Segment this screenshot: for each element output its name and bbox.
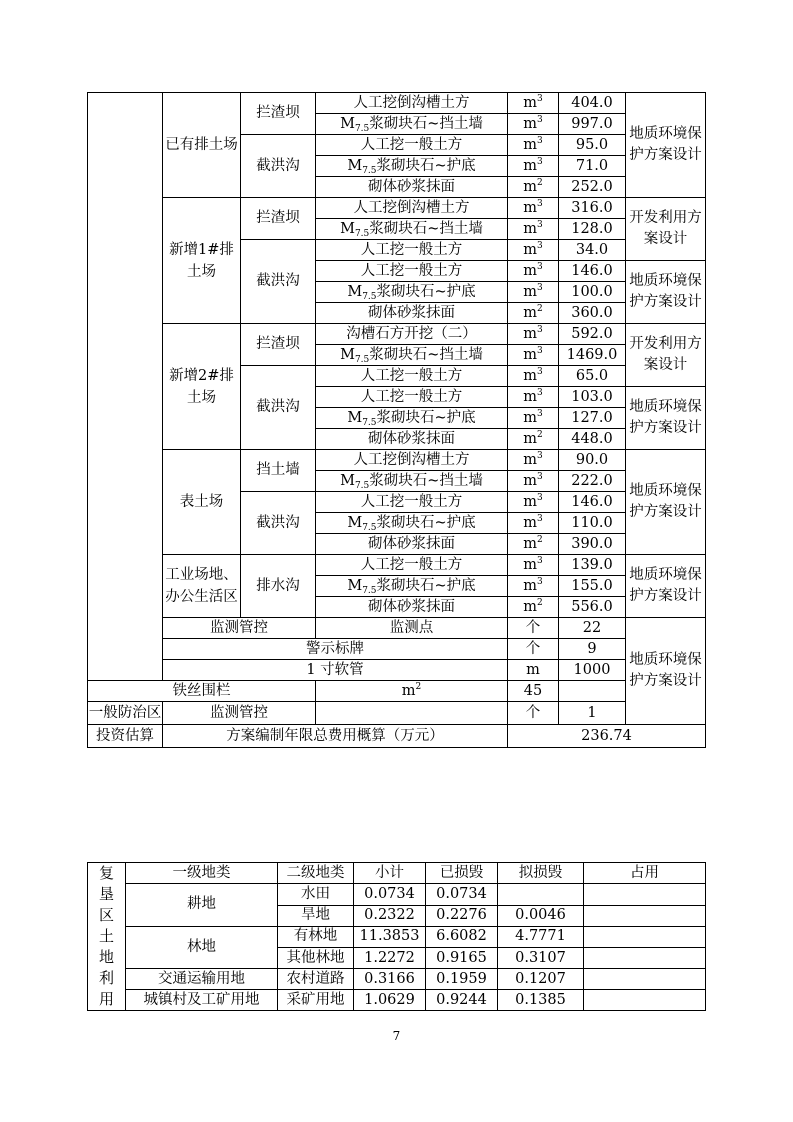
unit-cell: $m^3$ — [508, 93, 559, 114]
level1-cell: 耕地 — [126, 884, 278, 927]
note-cell: 地质环境保护方案设计 — [626, 387, 706, 450]
unit-cell: $m^3$ — [508, 135, 559, 156]
subsection-label: 拦渣坝 — [241, 324, 316, 366]
section-label: 工业场地、办公生活区 — [163, 555, 241, 618]
planned-cell — [498, 884, 584, 906]
qty-cell: 90.0 — [559, 450, 626, 471]
occupied-cell — [584, 905, 706, 926]
item-cell: 砌体砂浆抹面 — [316, 303, 508, 324]
item-cell: $M_{7.5}$浆砌块石~挡土墙 — [316, 114, 508, 135]
unit-cell: $m^2$ — [508, 597, 559, 618]
occupied-cell — [584, 948, 706, 969]
item-cell: 人工挖一般土方 — [316, 366, 508, 387]
note-cell: 地质环境保护方案设计 — [626, 261, 706, 324]
table-row — [88, 660, 706, 681]
table-row — [88, 702, 706, 725]
section-label: 新增1#排土场 — [163, 198, 241, 324]
item-cell: $M_{7.5}$浆砌块石~护底 — [316, 513, 508, 534]
subtotal-cell: 11.3853 — [354, 926, 426, 948]
qty-cell: 34.0 — [559, 240, 626, 261]
qty-cell: 404.0 — [559, 93, 626, 114]
unit-cell: $m^3$ — [508, 345, 559, 366]
unit-cell: $m^3$ — [508, 450, 559, 471]
unit-cell: $m^3$ — [508, 198, 559, 219]
unit-cell: m — [508, 660, 559, 681]
damaged-cell: 0.0734 — [426, 884, 498, 906]
unit-cell: $m^3$ — [508, 156, 559, 177]
item-cell: 人工挖一般土方 — [316, 135, 508, 156]
section-label: 一般防治区 — [88, 702, 163, 725]
unit-cell: 个 — [508, 618, 559, 639]
engineering-table — [87, 92, 706, 748]
qty-cell: 45 — [508, 681, 559, 702]
item-cell: 人工挖一般土方 — [316, 387, 508, 408]
item-cell: 砌体砂浆抹面 — [316, 177, 508, 198]
unit-cell: $m^3$ — [508, 576, 559, 597]
qty-cell: 252.0 — [559, 177, 626, 198]
qty-cell: 390.0 — [559, 534, 626, 555]
unit-cell: $m^2$ — [508, 177, 559, 198]
unit-cell: $m^3$ — [508, 555, 559, 576]
table-row — [88, 324, 706, 345]
item-cell: 铁丝围栏 — [88, 681, 316, 702]
item-cell: 人工挖一般土方 — [316, 555, 508, 576]
subsection-label: 截洪沟 — [241, 240, 316, 324]
unit-cell: $m^3$ — [508, 387, 559, 408]
blank-cell — [316, 702, 508, 725]
item-cell: 砌体砂浆抹面 — [316, 597, 508, 618]
level2-cell: 水田 — [278, 884, 354, 906]
item-cell: 监测点 — [316, 618, 508, 639]
table-row — [88, 681, 706, 702]
land-title: 复垦区土地利用 — [88, 863, 126, 1011]
unit-cell: $m^3$ — [508, 492, 559, 513]
header-cell: 占用 — [584, 863, 706, 884]
item-cell: $M_{7.5}$浆砌块石~护底 — [316, 576, 508, 597]
subtotal-cell: 1.0629 — [354, 990, 426, 1011]
planned-cell: 4.7771 — [498, 926, 584, 948]
damaged-cell: 6.6082 — [426, 926, 498, 948]
qty-cell: 592.0 — [559, 324, 626, 345]
qty-cell: 360.0 — [559, 303, 626, 324]
damaged-cell: 0.1959 — [426, 969, 498, 990]
item-cell: 方案编制年限总费用概算（万元） — [163, 725, 508, 748]
unit-cell: $m^3$ — [508, 240, 559, 261]
item-cell: $M_{7.5}$浆砌块石~挡土墙 — [316, 345, 508, 366]
subtotal-cell: 1.2272 — [354, 948, 426, 969]
qty-cell: 1469.0 — [559, 345, 626, 366]
occupied-cell — [584, 926, 706, 948]
subsection-label: 拦渣坝 — [241, 198, 316, 240]
qty-cell: 146.0 — [559, 261, 626, 282]
item-cell: 砌体砂浆抹面 — [316, 429, 508, 450]
note-cell: 地质环境保护方案设计 — [626, 93, 706, 198]
table-row — [88, 725, 706, 748]
item-cell: 人工挖一般土方 — [316, 492, 508, 513]
unit-cell: $m^2$ — [508, 534, 559, 555]
qty-cell: 9 — [559, 639, 626, 660]
level1-cell: 城镇村及工矿用地 — [126, 990, 278, 1011]
table-row — [88, 450, 706, 471]
planned-cell: 0.1385 — [498, 990, 584, 1011]
level1-cell: 交通运输用地 — [126, 969, 278, 990]
occupied-cell — [584, 969, 706, 990]
unit-cell: $m^3$ — [508, 114, 559, 135]
item-cell: 人工挖一般土方 — [316, 261, 508, 282]
item-cell: 砌体砂浆抹面 — [316, 534, 508, 555]
unit-cell: $m^3$ — [508, 219, 559, 240]
item-cell: $M_{7.5}$浆砌块石~挡土墙 — [316, 471, 508, 492]
section-label: 已有排土场 — [163, 93, 241, 198]
item-cell: 人工挖倒沟槽土方 — [316, 93, 508, 114]
qty-cell: 146.0 — [559, 492, 626, 513]
item-cell: $M_{7.5}$浆砌块石~护底 — [316, 282, 508, 303]
page-number: 7 — [392, 1029, 401, 1043]
damaged-cell: 0.2276 — [426, 905, 498, 926]
subtotal-cell: 0.2322 — [354, 905, 426, 926]
table-row — [88, 618, 706, 639]
unit-cell: $m^3$ — [508, 324, 559, 345]
unit-cell: $m^3$ — [508, 261, 559, 282]
table-row — [88, 990, 706, 1011]
header-cell: 一级地类 — [126, 863, 278, 884]
header-cell: 二级地类 — [278, 863, 354, 884]
unit-cell: $m^2$ — [508, 303, 559, 324]
planned-cell: 0.3107 — [498, 948, 584, 969]
note-cell: 地质环境保护方案设计 — [626, 618, 706, 725]
item-cell: $M_{7.5}$浆砌块石~护底 — [316, 408, 508, 429]
table-row — [88, 555, 706, 576]
unit-cell: $m^3$ — [508, 471, 559, 492]
table-row — [88, 884, 706, 906]
unit-cell: $m^2$ — [508, 429, 559, 450]
unit-cell: $m^3$ — [508, 282, 559, 303]
level2-cell: 其他林地 — [278, 948, 354, 969]
land-use-table — [87, 862, 706, 1011]
subsection-label: 挡土墙 — [241, 450, 316, 492]
qty-cell: 222.0 — [559, 471, 626, 492]
qty-cell: 997.0 — [559, 114, 626, 135]
monitoring-label: 监测管控 — [163, 618, 316, 639]
note-cell: 地质环境保护方案设计 — [626, 555, 706, 618]
qty-cell: 316.0 — [559, 198, 626, 219]
qty-cell: 103.0 — [559, 387, 626, 408]
unit-cell: 个 — [508, 702, 559, 725]
subsection-label: 拦渣坝 — [241, 93, 316, 135]
level2-cell: 采矿用地 — [278, 990, 354, 1011]
level2-cell: 旱地 — [278, 905, 354, 926]
table-row — [88, 969, 706, 990]
damaged-cell: 0.9244 — [426, 990, 498, 1011]
subsection-label: 排水沟 — [241, 555, 316, 618]
header-cell: 小计 — [354, 863, 426, 884]
left-blank-cell — [88, 93, 163, 681]
occupied-cell — [584, 990, 706, 1011]
item-cell: 人工挖倒沟槽土方 — [316, 198, 508, 219]
qty-cell: 556.0 — [559, 597, 626, 618]
level1-cell: 林地 — [126, 926, 278, 969]
planned-cell: 0.1207 — [498, 969, 584, 990]
level2-cell: 农村道路 — [278, 969, 354, 990]
table-row — [88, 863, 706, 884]
item-cell: 警示标牌 — [163, 639, 508, 660]
qty-cell: 22 — [559, 618, 626, 639]
unit-cell: $m^2$ — [316, 681, 508, 702]
section-label: 表土场 — [163, 450, 241, 555]
section-label: 投资估算 — [88, 725, 163, 748]
damaged-cell: 0.9165 — [426, 948, 498, 969]
subtotal-cell: 0.0734 — [354, 884, 426, 906]
table-row — [88, 93, 706, 114]
section-label: 新增2#排土场 — [163, 324, 241, 450]
header-cell: 拟损毁 — [498, 863, 584, 884]
qty-cell: 110.0 — [559, 513, 626, 534]
item-cell: 人工挖一般土方 — [316, 240, 508, 261]
item-cell: 沟槽石方开挖（二） — [316, 324, 508, 345]
qty-cell: 1 — [559, 702, 626, 725]
qty-cell: 95.0 — [559, 135, 626, 156]
qty-cell: 65.0 — [559, 366, 626, 387]
qty-cell: 127.0 — [559, 408, 626, 429]
planned-cell: 0.0046 — [498, 905, 584, 926]
table-row — [88, 926, 706, 948]
qty-cell: 1000 — [559, 660, 626, 681]
qty-cell: 448.0 — [559, 429, 626, 450]
subsection-label: 截洪沟 — [241, 492, 316, 555]
table-row — [88, 639, 706, 660]
unit-cell: $m^3$ — [508, 408, 559, 429]
qty-cell: 100.0 — [559, 282, 626, 303]
unit-cell: 个 — [508, 639, 559, 660]
unit-cell: $m^3$ — [508, 513, 559, 534]
note-cell: 地质环境保护方案设计 — [626, 450, 706, 555]
subsection-label: 截洪沟 — [241, 135, 316, 198]
occupied-cell — [584, 884, 706, 906]
qty-cell: 128.0 — [559, 219, 626, 240]
item-cell: 1 寸软管 — [163, 660, 508, 681]
note-cell: 开发利用方案设计 — [626, 324, 706, 387]
subsection-label: 截洪沟 — [241, 366, 316, 450]
qty-cell: 155.0 — [559, 576, 626, 597]
item-cell: 监测管控 — [163, 702, 316, 725]
level2-cell: 有林地 — [278, 926, 354, 948]
table-row — [88, 198, 706, 219]
qty-cell: 71.0 — [559, 156, 626, 177]
item-cell: $M_{7.5}$浆砌块石~护底 — [316, 156, 508, 177]
total-value: 236.74 — [508, 725, 706, 748]
subtotal-cell: 0.3166 — [354, 969, 426, 990]
item-cell: 人工挖倒沟槽土方 — [316, 450, 508, 471]
header-cell: 已损毁 — [426, 863, 498, 884]
qty-cell: 139.0 — [559, 555, 626, 576]
note-cell: 开发利用方案设计 — [626, 198, 706, 261]
item-cell: $M_{7.5}$浆砌块石~挡土墙 — [316, 219, 508, 240]
unit-cell: $m^3$ — [508, 366, 559, 387]
